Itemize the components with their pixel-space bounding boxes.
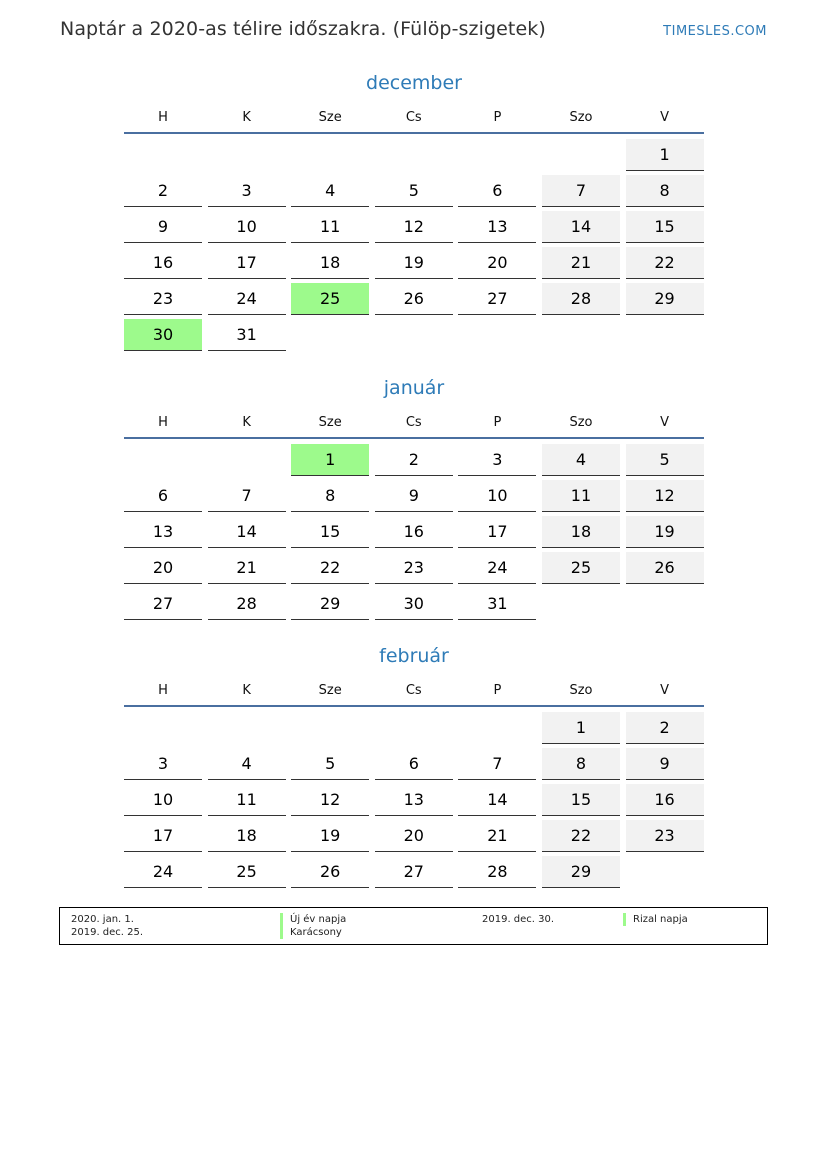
day-cell: 3: [124, 748, 202, 780]
day-cell: 24: [208, 283, 286, 315]
day-cell: 27: [375, 856, 453, 888]
day-cell: 6: [375, 748, 453, 780]
day-cell: 22: [291, 552, 369, 584]
day-cell: 10: [458, 480, 536, 512]
day-cell: 18: [291, 247, 369, 279]
day-cell: 2: [375, 444, 453, 476]
day-grid: [124, 444, 704, 624]
day-grid: [124, 712, 704, 892]
legend-holiday-name: Karácsony: [280, 926, 342, 939]
day-cell: 6: [458, 175, 536, 207]
day-cell: 7: [208, 480, 286, 512]
day-cell: 21: [542, 247, 620, 279]
empty-cell: [375, 712, 453, 748]
day-cell: 2: [124, 175, 202, 207]
day-cell: 30: [375, 588, 453, 620]
weekday-header: [124, 677, 704, 707]
day-cell: 20: [375, 820, 453, 852]
month-january: [124, 373, 704, 624]
day-cell: 12: [626, 480, 704, 512]
holiday-day-cell: 1: [291, 444, 369, 476]
day-cell: 2: [626, 712, 704, 744]
holiday-day-cell: 25: [291, 283, 369, 315]
day-cell: 17: [458, 516, 536, 548]
day-cell: 1: [626, 139, 704, 171]
empty-cell: [291, 712, 369, 748]
weekday-label: K: [242, 683, 251, 698]
weekday-label: Sze: [318, 415, 342, 430]
empty-cell: [124, 712, 202, 748]
day-cell: 11: [291, 211, 369, 243]
day-cell: 9: [124, 211, 202, 243]
empty-cell: [208, 712, 286, 748]
empty-cell: [458, 139, 536, 175]
month-december: [124, 68, 704, 355]
day-cell: 20: [458, 247, 536, 279]
day-cell: 26: [626, 552, 704, 584]
weekday-header: [124, 409, 704, 439]
day-cell: 4: [208, 748, 286, 780]
empty-cell: [458, 712, 536, 748]
weekday-label: V: [660, 110, 670, 125]
day-cell: 10: [124, 784, 202, 816]
day-cell: 23: [124, 283, 202, 315]
day-cell: 11: [542, 480, 620, 512]
weekday-label: P: [493, 415, 502, 430]
day-cell: 21: [208, 552, 286, 584]
page-title: Naptár a 2020-as télire időszakra. (Fülöp-szigetek): [60, 18, 546, 40]
weekday-label: P: [493, 683, 502, 698]
empty-cell: [291, 139, 369, 175]
day-cell: 5: [291, 748, 369, 780]
month-february: [124, 641, 704, 892]
day-cell: 18: [542, 516, 620, 548]
day-cell: 19: [375, 247, 453, 279]
weekday-header: [124, 104, 704, 134]
day-cell: 3: [208, 175, 286, 207]
day-cell: 26: [291, 856, 369, 888]
day-cell: 11: [208, 784, 286, 816]
day-cell: 1: [542, 712, 620, 744]
weekday-label: V: [660, 415, 670, 430]
weekday-label: K: [242, 415, 251, 430]
day-cell: 12: [375, 211, 453, 243]
day-cell: 13: [124, 516, 202, 548]
day-cell: 31: [458, 588, 536, 620]
day-cell: 23: [626, 820, 704, 852]
legend-row: [60, 926, 767, 939]
day-cell: 5: [375, 175, 453, 207]
day-cell: 28: [458, 856, 536, 888]
day-cell: 25: [208, 856, 286, 888]
weekday-label: Szo: [569, 415, 593, 430]
day-cell: 26: [375, 283, 453, 315]
day-cell: 9: [375, 480, 453, 512]
legend-date: 2019. dec. 25.: [71, 927, 144, 938]
day-cell: 29: [542, 856, 620, 888]
day-cell: 9: [626, 748, 704, 780]
weekday-label: Szo: [569, 683, 593, 698]
day-cell: 3: [458, 444, 536, 476]
legend-holiday-name: Rizal napja: [623, 913, 688, 926]
legend-date: 2020. jan. 1.: [71, 914, 134, 925]
day-cell: 21: [458, 820, 536, 852]
day-cell: 16: [375, 516, 453, 548]
day-cell: 27: [458, 283, 536, 315]
weekday-label: H: [158, 683, 168, 698]
weekday-label: Sze: [318, 683, 342, 698]
day-cell: 19: [626, 516, 704, 548]
legend-row: [60, 913, 767, 926]
day-cell: 22: [626, 247, 704, 279]
weekday-label: Szo: [569, 110, 593, 125]
weekday-label: Cs: [405, 415, 422, 430]
day-cell: 18: [208, 820, 286, 852]
day-cell: 14: [542, 211, 620, 243]
weekday-label: Cs: [405, 683, 422, 698]
day-cell: 8: [542, 748, 620, 780]
site-link[interactable]: TIMESLES.COM: [663, 24, 767, 39]
day-cell: 14: [458, 784, 536, 816]
day-cell: 31: [208, 319, 286, 351]
day-cell: 24: [458, 552, 536, 584]
day-cell: 12: [291, 784, 369, 816]
day-cell: 17: [124, 820, 202, 852]
month-name: január: [383, 377, 445, 399]
day-cell: 16: [626, 784, 704, 816]
empty-cell: [208, 139, 286, 175]
day-cell: 13: [375, 784, 453, 816]
day-cell: 15: [542, 784, 620, 816]
day-cell: 19: [291, 820, 369, 852]
day-grid: [124, 139, 704, 355]
holiday-legend: [59, 907, 768, 945]
empty-cell: [542, 139, 620, 175]
empty-cell: [375, 139, 453, 175]
empty-cell: [124, 444, 202, 480]
legend-holiday-name: Új év napja: [280, 913, 346, 926]
day-cell: 13: [458, 211, 536, 243]
day-cell: 8: [626, 175, 704, 207]
month-name: február: [379, 645, 449, 667]
legend-date: 2019. dec. 30.: [482, 914, 555, 925]
day-cell: 8: [291, 480, 369, 512]
day-cell: 29: [291, 588, 369, 620]
day-cell: 15: [626, 211, 704, 243]
day-cell: 4: [542, 444, 620, 476]
day-cell: 22: [542, 820, 620, 852]
empty-cell: [208, 444, 286, 480]
day-cell: 27: [124, 588, 202, 620]
day-cell: 10: [208, 211, 286, 243]
day-cell: 4: [291, 175, 369, 207]
day-cell: 28: [542, 283, 620, 315]
day-cell: 16: [124, 247, 202, 279]
weekday-label: K: [242, 110, 251, 125]
weekday-label: P: [493, 110, 502, 125]
weekday-label: H: [158, 110, 168, 125]
day-cell: 28: [208, 588, 286, 620]
day-cell: 24: [124, 856, 202, 888]
empty-cell: [124, 139, 202, 175]
day-cell: 7: [458, 748, 536, 780]
day-cell: 5: [626, 444, 704, 476]
weekday-label: H: [158, 415, 168, 430]
day-cell: 7: [542, 175, 620, 207]
day-cell: 17: [208, 247, 286, 279]
weekday-label: V: [660, 683, 670, 698]
day-cell: 6: [124, 480, 202, 512]
weekday-label: Sze: [318, 110, 342, 125]
weekday-label: Cs: [405, 110, 422, 125]
day-cell: 20: [124, 552, 202, 584]
day-cell: 15: [291, 516, 369, 548]
month-name: december: [366, 72, 462, 94]
day-cell: 29: [626, 283, 704, 315]
day-cell: 14: [208, 516, 286, 548]
holiday-day-cell: 30: [124, 319, 202, 351]
day-cell: 25: [542, 552, 620, 584]
day-cell: 23: [375, 552, 453, 584]
